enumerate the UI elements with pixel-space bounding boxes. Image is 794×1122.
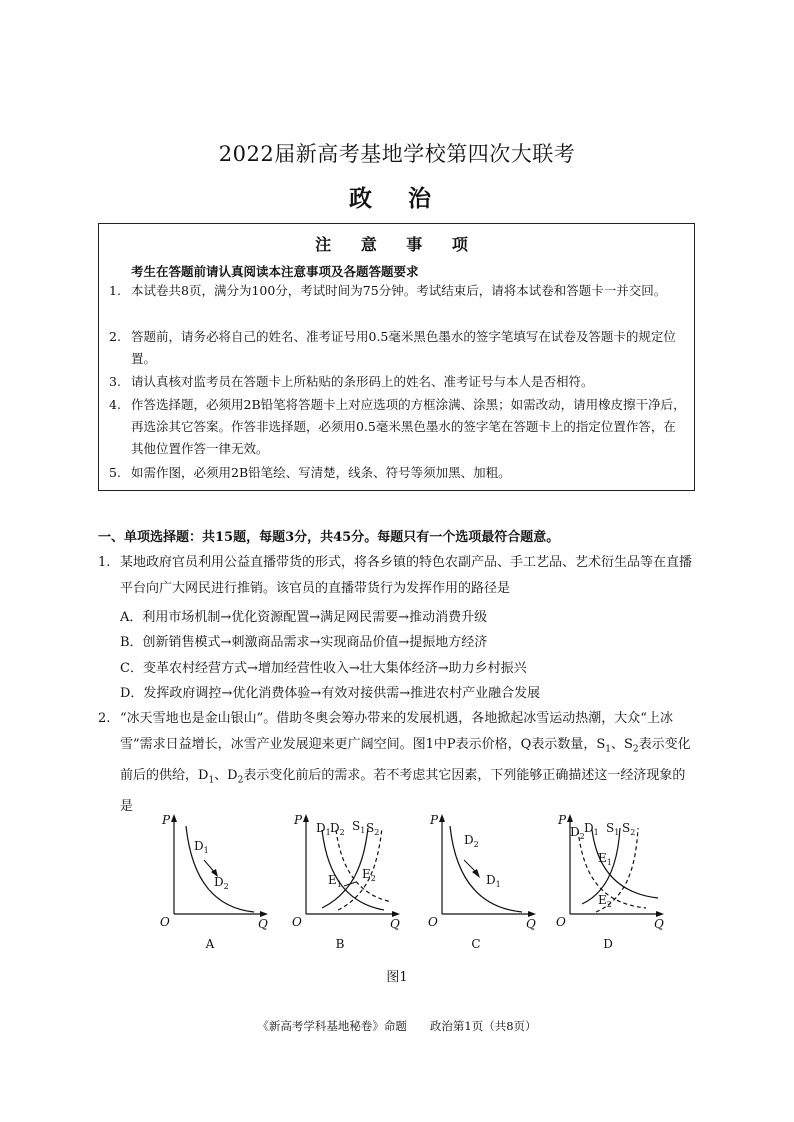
notice-item-num: 1.: [109, 283, 121, 298]
notice-item-num: 4.: [109, 397, 121, 412]
notice-item-num: 5.: [109, 465, 121, 480]
curve-label-d2: $D_2$: [330, 821, 345, 837]
question-number: 2.: [98, 711, 111, 726]
curve-label-d2: $D_2$: [214, 875, 229, 891]
section-title: 一、单项选择题：共15题，每题3分，共45分。每题只有一个选项最符合题意。: [98, 530, 560, 545]
curve-label-d1: $D_1$: [194, 839, 209, 855]
p-label: P: [162, 813, 171, 827]
curve-label-s2: $S_2$: [622, 821, 636, 837]
panel-label: D: [603, 937, 613, 951]
panel-label: C: [471, 937, 481, 951]
y-axis-arrow: [171, 814, 177, 822]
question-option: B．创新销售模式→刺激商品需求→实现商品价值→提振地方经济: [120, 635, 488, 650]
notice-item-text: 作答选择题，必须用2B铅笔将答题卡上对应选项的方框涂满、涂黑；如需改动，请用橡皮擦干净后，再选涂其它答案。作答非选择题，必须用0.5毫米黑色墨水的签字笔在答题卡上的指定位置作答，在其他位置作答一律无效。: [131, 397, 686, 456]
question-stem: 某地政府官员利用公益直播带货的形式，将各乡镇的特色农副产品、手工艺品、艺术衍生品等在直播平台向广大网民进行推销。该官员的直播带货行为发挥作用的路径是: [120, 555, 693, 596]
point-label-e2: $E_2$: [362, 867, 376, 883]
question-number: 1.: [98, 555, 111, 570]
q-label: Q: [654, 917, 664, 931]
notice-item: [109, 462, 687, 484]
question-2: [98, 706, 698, 819]
point-label-e1: $E_1$: [598, 851, 612, 867]
figure-panel-c: [424, 812, 546, 951]
q-label: Q: [526, 917, 536, 931]
demand-curve-d1: [322, 830, 384, 910]
notice-box: [98, 223, 695, 491]
origin-label: O: [160, 915, 170, 929]
origin-label: O: [556, 915, 566, 929]
curve-label-d2: $D_2$: [464, 833, 479, 849]
graph-a: [156, 812, 278, 930]
shift-arrow: [344, 882, 356, 886]
question-option: C．变革农村经营方式→增加经营性收入→壮大集体经济→助力乡村振兴: [120, 661, 527, 676]
q-label: Q: [390, 917, 400, 931]
supply-curve-s2: [338, 828, 382, 910]
notice-item: [109, 371, 687, 393]
notice-item-text: 本试卷共8页，满分为100分，考试时间为75分钟。考试结束后，请将本试卷和答题卡一并交回。: [131, 283, 667, 298]
figure-panel-a: [156, 812, 278, 951]
panel-label: A: [205, 937, 215, 951]
notice-item-text: 请认真核对监考员在答题卡上所粘贴的条形码上的姓名、准考证号与本人是否相符。: [131, 374, 594, 389]
demand-curve: [450, 826, 522, 912]
curve-label-d1: $D_1$: [486, 873, 501, 889]
curve-label-d1: $D_1$: [584, 821, 599, 837]
q-label: Q: [258, 917, 268, 931]
curve-label-s2: $S_2$: [366, 821, 380, 837]
question-option: A．利用市场机制→优化资源配置→满足网民需要→推动消费升级: [120, 610, 488, 625]
point-label-e2: $E_2$: [598, 893, 612, 909]
p-label: P: [294, 813, 303, 827]
curve-label-d1: $D_1$: [316, 821, 331, 837]
subject-title: 政 治: [348, 185, 445, 212]
notice-item-num: 2.: [109, 329, 121, 344]
figure-panel-d: [552, 812, 674, 951]
notice-item-text: 答题前，请务必将自己的姓名、准考证号用0.5毫米黑色墨水的签字笔填写在试卷及答题卡的规定位置。: [131, 329, 676, 366]
origin-label: O: [292, 915, 302, 929]
origin-label: O: [428, 915, 438, 929]
figure-panel-b: [288, 812, 410, 951]
curve-label-s1: $S_1$: [352, 819, 366, 835]
curve-label-s1: $S_1$: [606, 821, 620, 837]
exam-title: 2022届新高考基地学校第四次大联考: [218, 142, 576, 166]
notice-item: [109, 394, 687, 460]
notice-item: [109, 326, 687, 370]
p-label: P: [558, 813, 567, 827]
notice-subheading: 考生在答题前请认真阅读本注意事项及各题答题要求: [131, 264, 419, 279]
notice-item-text: 如需作图，必须用2B铅笔绘、写清楚，线条、符号等须加黑、加粗。: [131, 465, 511, 480]
curve-label-d2: $D_2$: [570, 825, 585, 841]
graph-b: [288, 812, 410, 930]
graph-d: [552, 812, 674, 930]
question-1: [98, 550, 698, 601]
question-option: D．发挥政府调控→优化消费体验→有效对接供需→推进农村产业融合发展: [120, 686, 541, 701]
graph-c: [424, 812, 546, 930]
point-label-e1: $E_1$: [328, 873, 342, 889]
panel-label: B: [335, 937, 345, 951]
figure-caption: 图1: [386, 970, 408, 985]
question-stem: “冰天雪地也是金山银山”。借助冬奥会筹办带来的发展机遇，各地掀起冰雪运动热潮，大众“上冰雪”需求日益增长，冰雪产业发展迎来更广阔空间。图1中P表示价格，Q表示数量，$S_1$、$S_2$表示变化前后的供给，$D_1$、$D_2$表示变化前后的需求。若不考虑其它因素，下列能够正确描述这一经济现象的是: [120, 711, 691, 814]
p-label: P: [430, 813, 439, 827]
notice-heading: 注 意 事 项: [315, 235, 480, 254]
page-footer: 《新高考学科基地秘卷》命题 政治第1页（共8页）: [257, 1019, 537, 1033]
notice-item-num: 3.: [109, 374, 121, 389]
notice-item: [109, 280, 687, 302]
